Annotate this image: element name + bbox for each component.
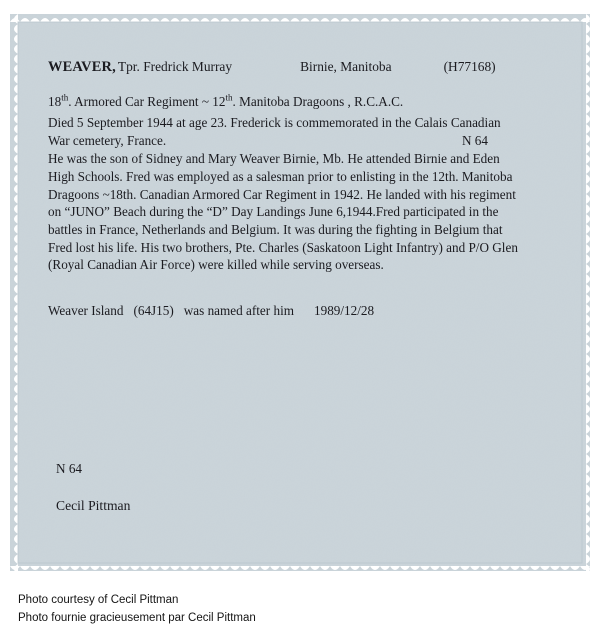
biography-line: Fred lost his life. His two brothers, Pte. Charles (Saskatoon Light Infantry) and P/O Glen: [48, 239, 518, 255]
unit-line-pre: 18: [48, 94, 62, 110]
island-naming-text: was named after him: [183, 303, 294, 319]
photo-credit-captions: [18, 592, 578, 628]
card-header-line: [48, 58, 550, 77]
rank-and-given-names: Tpr. Fredrick Murray: [117, 59, 233, 74]
biography-line: He was the son of Sidney and Mary Weaver Birnie, Mb. He attended Birnie and Eden: [48, 151, 500, 167]
biography-line: battles in France, Netherlands and Belgium. It was during the fighting in Belgium that: [48, 222, 503, 238]
named-feature-line: [48, 302, 550, 320]
unit-line-sup-1: th: [61, 92, 69, 103]
unit-line: [48, 93, 550, 111]
scanned-memorial-card: [10, 14, 590, 571]
unit-line-mid: . Armored Car Regiment ~ 12: [68, 94, 226, 110]
biography-line: Dragoons ~18th. Canadian Armored Car Regiment in 1942. He landed with his regiment: [48, 186, 516, 202]
reference-code-inline: N 64: [461, 132, 488, 148]
caption-english: Photo courtesy of Cecil Pittman: [18, 594, 179, 606]
service-number: (H77168): [443, 59, 496, 74]
island-naming-date: 1989/12/28: [314, 303, 375, 319]
biography-paragraph: [48, 150, 550, 274]
biography-line: on “JUNO” Beach during the “D” Day Landings June 6,1944.Fred participated in the: [48, 204, 499, 220]
reference-code-lower: N 64: [56, 461, 83, 476]
biography-line: High Schools. Fred was employed as a salesman prior to enlisting in the 12th. Manitoba: [48, 169, 513, 185]
unit-line-sup-2: th: [225, 92, 233, 103]
biography-line: (Royal Canadian Air Force) were killed while serving overseas.: [48, 257, 384, 273]
card-text-block: [10, 14, 590, 571]
caption-french: Photo fournie gracieusement par Cecil Pittman: [18, 611, 256, 624]
island-name: Weaver Island: [48, 303, 124, 319]
surname: WEAVER,: [48, 59, 116, 75]
death-line-2: War cemetery, France.: [48, 132, 167, 148]
contributor-name: Cecil Pittman: [56, 498, 131, 513]
unit-line-post: . Manitoba Dragoons , R.C.A.C.: [232, 94, 404, 110]
death-line-1: Died 5 September 1944 at age 23. Frederick is commemorated in the Calais Canadian: [48, 114, 501, 130]
birthplace: Birnie, Manitoba: [300, 59, 392, 74]
death-line-2-row: [48, 132, 550, 150]
island-coordinates: (64J15): [133, 303, 174, 319]
